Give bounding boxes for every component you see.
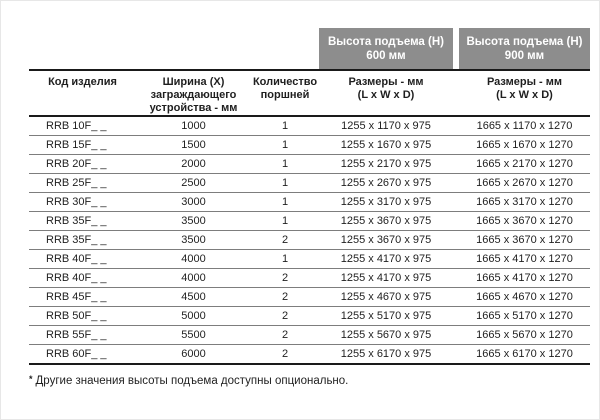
cell-product-code: RRB 30F_ _ — [46, 196, 107, 208]
cell-dimensions-900: 1665 x 6170 x 1270 — [476, 348, 573, 360]
cell-width: 4500 — [181, 291, 206, 303]
column-header-product-code: Код изделия — [48, 76, 117, 88]
cell-product-code: RRB 45F_ _ — [46, 291, 107, 303]
cell-piston-count: 1 — [281, 215, 289, 227]
cell-dimensions-900: 1665 x 1670 x 1270 — [476, 139, 573, 151]
table-row — [29, 250, 590, 269]
cell-width: 1500 — [181, 139, 206, 151]
cell-dimensions-600: 1255 x 5670 x 975 — [340, 329, 432, 341]
cell-piston-count: 1 — [281, 139, 289, 151]
cell-dimensions-600: 1255 x 2670 x 975 — [340, 177, 432, 189]
cell-product-code: RRB 10F_ _ — [46, 120, 107, 132]
cell-width: 5000 — [181, 310, 206, 322]
cell-piston-count: 2 — [281, 310, 289, 322]
cell-dimensions-900: 1665 x 3670 x 1270 — [476, 234, 573, 246]
cell-dimensions-900: 1665 x 2670 x 1270 — [476, 177, 573, 189]
footnote-asterisk: * — [29, 374, 33, 384]
cell-product-code: RRB 25F_ _ — [46, 177, 107, 189]
cell-width: 3500 — [181, 215, 206, 227]
cell-dimensions-900: 1665 x 5170 x 1270 — [476, 310, 573, 322]
cell-width: 6000 — [181, 348, 206, 360]
cell-piston-count: 1 — [281, 196, 289, 208]
cell-product-code: RRB 55F_ _ — [46, 329, 107, 341]
cell-width: 3500 — [181, 234, 206, 246]
cell-dimensions-600: 1255 x 6170 x 975 — [340, 348, 432, 360]
group-header-height-900 — [459, 28, 590, 69]
cell-dimensions-600: 1255 x 4170 x 975 — [340, 272, 432, 284]
table-row — [29, 155, 590, 174]
cell-piston-count: 2 — [281, 234, 289, 246]
product-spec-table — [29, 28, 590, 365]
cell-product-code: RRB 40F_ _ — [46, 253, 107, 265]
group-header-title: Высота подъема (H) — [466, 35, 583, 48]
table-row — [29, 193, 590, 212]
cell-piston-count: 1 — [281, 253, 289, 265]
table-row — [29, 345, 590, 363]
cell-dimensions-900: 1665 x 2170 x 1270 — [476, 158, 573, 170]
group-header-subtitle: 900 мм — [504, 49, 545, 62]
cell-width: 1000 — [181, 120, 206, 132]
cell-dimensions-900: 1665 x 4670 x 1270 — [476, 291, 573, 303]
cell-piston-count: 1 — [281, 120, 289, 132]
column-header-pistons: Количество поршней — [252, 76, 318, 101]
cell-width: 4000 — [181, 272, 206, 284]
footnote — [29, 375, 348, 387]
cell-piston-count: 2 — [281, 348, 289, 360]
table-row — [29, 117, 590, 136]
cell-dimensions-900: 1665 x 4170 x 1270 — [476, 253, 573, 265]
cell-piston-count: 1 — [281, 158, 289, 170]
column-header-row — [29, 69, 590, 117]
cell-product-code: RRB 35F_ _ — [46, 215, 107, 227]
cell-piston-count: 2 — [281, 291, 289, 303]
cell-product-code: RRB 20F_ _ — [46, 158, 107, 170]
cell-product-code: RRB 15F_ _ — [46, 139, 107, 151]
cell-product-code: RRB 60F_ _ — [46, 348, 107, 360]
column-header-dimensions-600: Размеры - мм (L x W x D) — [348, 76, 424, 101]
cell-dimensions-900: 1665 x 3170 x 1270 — [476, 196, 573, 208]
cell-piston-count: 1 — [281, 177, 289, 189]
cell-dimensions-900: 1665 x 1170 x 1270 — [476, 120, 573, 132]
cell-dimensions-600: 1255 x 2170 x 975 — [340, 158, 432, 170]
cell-product-code: RRB 50F_ _ — [46, 310, 107, 322]
cell-dimensions-600: 1255 x 4670 x 975 — [340, 291, 432, 303]
group-header-title: Высота подъема (H) — [328, 35, 444, 48]
cell-width: 2500 — [181, 177, 206, 189]
cell-dimensions-600: 1255 x 1170 x 975 — [341, 120, 431, 132]
cell-dimensions-900: 1665 x 3670 x 1270 — [476, 215, 573, 227]
table-row — [29, 231, 590, 250]
table-row — [29, 288, 590, 307]
cell-width: 5500 — [181, 329, 206, 341]
cell-piston-count: 2 — [281, 272, 289, 284]
table-row — [29, 174, 590, 193]
table-row — [29, 307, 590, 326]
cell-width: 4000 — [181, 253, 206, 265]
column-header-width: Ширина (X) заграждающего устройства - мм — [149, 76, 238, 114]
column-header-dimensions-900: Размеры - мм (L x W x D) — [486, 76, 563, 101]
group-header-height-600 — [319, 28, 453, 69]
cell-dimensions-600: 1255 x 3670 x 975 — [340, 234, 432, 246]
table-row — [29, 269, 590, 288]
cell-dimensions-600: 1255 x 3170 x 975 — [340, 196, 432, 208]
table-row — [29, 326, 590, 345]
table-body — [29, 117, 590, 365]
cell-width: 2000 — [181, 158, 206, 170]
cell-dimensions-600: 1255 x 4170 x 975 — [340, 253, 432, 265]
cell-dimensions-600: 1255 x 1670 x 975 — [340, 139, 432, 151]
cell-product-code: RRB 35F_ _ — [46, 234, 107, 246]
cell-piston-count: 2 — [281, 329, 289, 341]
cell-width: 3000 — [181, 196, 206, 208]
group-header-row — [29, 28, 590, 69]
cell-dimensions-600: 1255 x 5170 x 975 — [340, 310, 432, 322]
table-row — [29, 136, 590, 155]
cell-product-code: RRB 40F_ _ — [46, 272, 107, 284]
cell-dimensions-900: 1665 x 4170 x 1270 — [476, 272, 573, 284]
cell-dimensions-600: 1255 x 3670 x 975 — [340, 215, 432, 227]
group-header-subtitle: 600 мм — [366, 49, 406, 62]
cell-dimensions-900: 1665 x 5670 x 1270 — [476, 329, 573, 341]
footnote-text: Другие значения высоты подъема доступны опционально. — [35, 375, 349, 387]
table-row — [29, 212, 590, 231]
